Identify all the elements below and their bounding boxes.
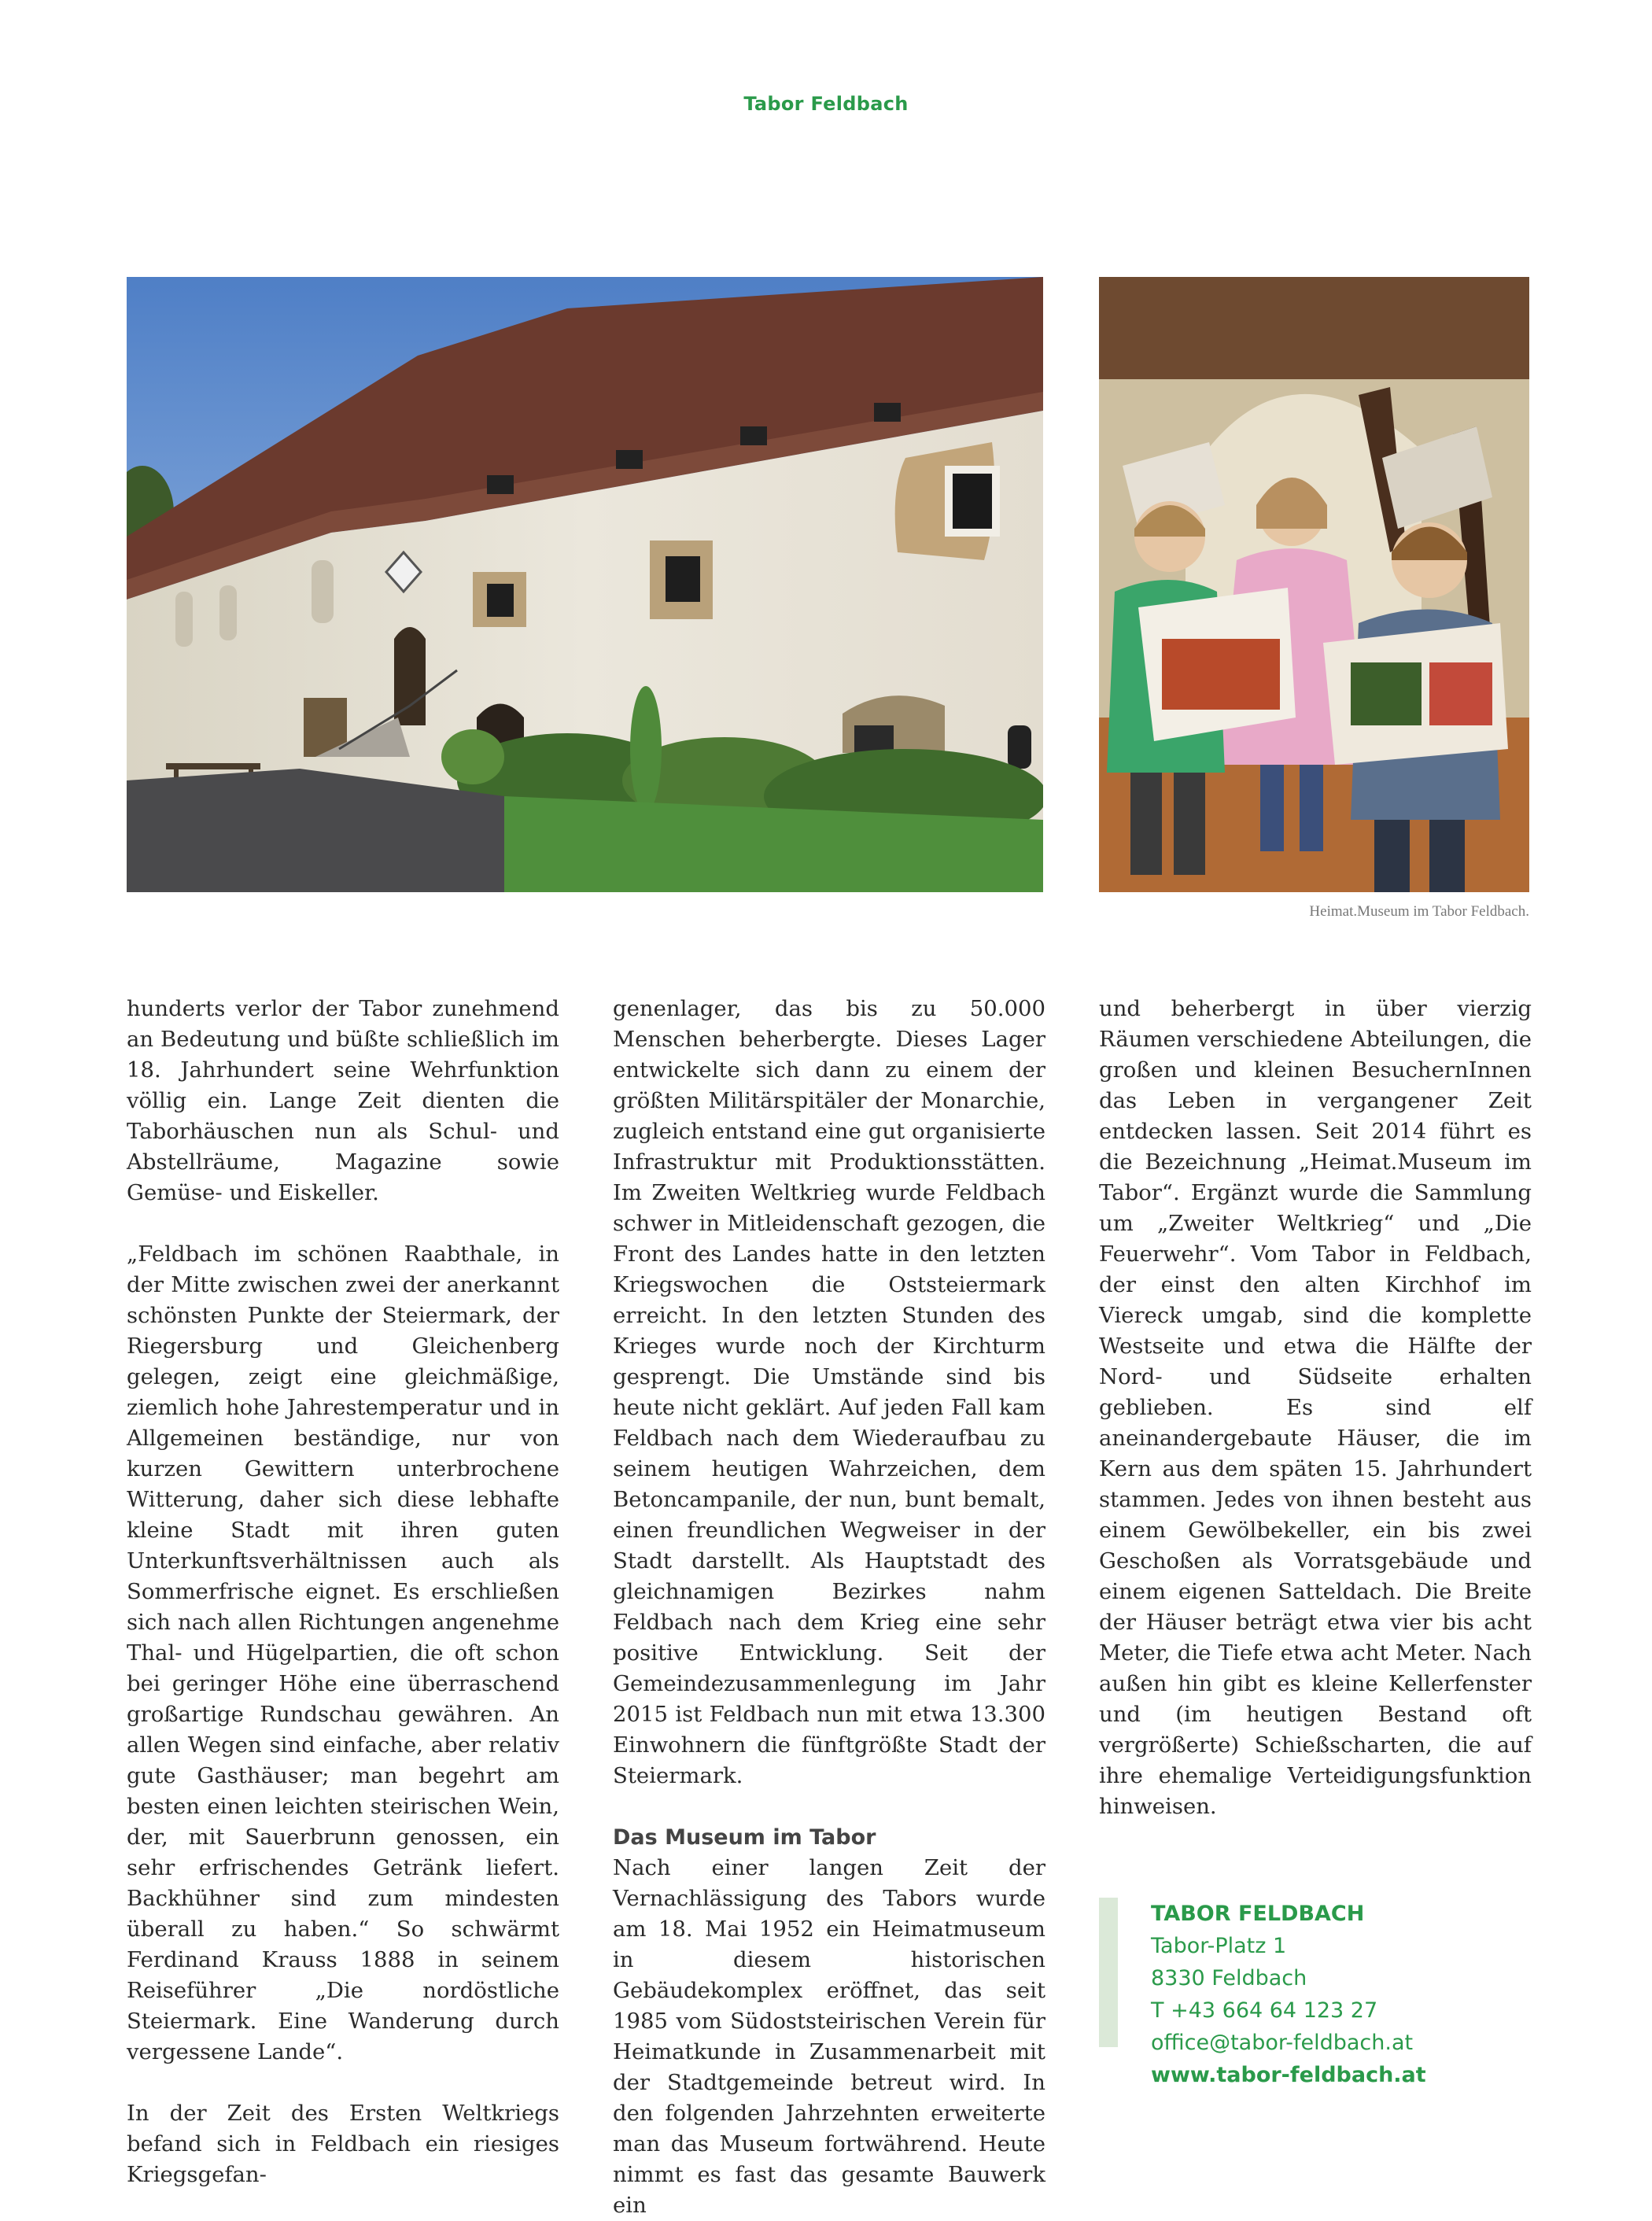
- museum-children-photo-icon: [1099, 277, 1529, 892]
- section-heading: Das Museum im Tabor: [613, 1825, 876, 1850]
- contact-website-link[interactable]: www.tabor-feldbach.at: [1151, 2063, 1426, 2087]
- contact-name: TABOR FELDBACH: [1151, 1902, 1365, 1926]
- contact-city: 8330 Feldbach: [1151, 1966, 1307, 1990]
- contact-street: Tabor-Platz 1: [1151, 1934, 1287, 1958]
- paragraph: genenlager, das bis zu 50.000 Menschen beherbergte. Dieses Lager entwickelte sich dann zu einem der größten Militärspitäler der Monarchie, zugleich entstand eine gut organisierte Infrastruktur mit Produktionsstätten. Im Zweiten Weltkrieg wurde Feldbach schwer in Mitleidenschaft gezogen, die Front des Landes hatte in den letzten Kriegswochen die Oststeiermark erreicht. In den letzten Stunden des Krieges wurde noch der Kirchturm gesprengt. Die Umstände sind bis heute nicht geklärt. Auf jeden Fall kam Feldbach nach dem Wiederaufbau zu seinem heutigen Wahrzeichen, dem Betoncampanile, der nun, bunt bemalt, einen freundlichen Wegweiser in der Stadt darstellt. Als Hauptstadt des gleichnamigen Bezirkes nahm Feldbach nach dem Krieg eine sehr positive Entwicklung. Seit der Gemeindezusammenlegung im Jahr 2015 ist Feldbach nun mit etwa 13.300 Einwohnern die fünftgrößte Stadt der Steiermark.: [613, 996, 1045, 1788]
- photo-caption: Heimat.Museum im Tabor Feldbach.: [1309, 903, 1529, 920]
- museum-children-photo: [1099, 277, 1529, 892]
- text-column-3: [1099, 994, 1532, 1822]
- contact-phone[interactable]: T +43 664 64 123 27: [1151, 1998, 1378, 2023]
- running-head: Tabor Feldbach: [743, 93, 909, 115]
- paragraph: In der Zeit des Ersten Weltkriegs befand sich in Feldbach ein riesiges Kriegsgefan-: [127, 2101, 559, 2187]
- paragraph: hunderts verlor der Tabor zunehmend an Bedeutung und büßte schließlich im 18. Jahrhundert seine Wehrfunktion völlig ein. Lange Zeit dienten die Taborhäuschen nun als Schul- und Abstellräume, Magazine sowie Gemüse- und Eiskeller.: [127, 996, 559, 1205]
- paragraph: „Feldbach im schönen Raabthale, in der Mitte zwischen zwei der anerkannt schönsten Punkte der Steiermark, der Riegersburg und Gleichenberg gelegen, zeigt eine gleichmäßige, ziemlich hohe Jahrestemperatur und in Allgemeinen beständige, nur von kurzen Gewittern unterbrochene Witterung, daher sich diese lebhafte kleine Stadt mit ihren guten Unterkunftsverhältnissen auch als Sommerfrische eignet. Es erschließen sich nach allen Richtungen angenehme Thal- und Hügelpartien, die oft schon bei geringer Höhe eine überraschend großartige Rundschau gewähren. An allen Wegen sind einfache, aber relativ gute Gasthäuser; man begehrt am besten einen leichten steirischen Wein, der, mit Sauerbrunn genossen, ein sehr erfrischendes Getränk liefert. Backhühner sind zum mindesten überall zu haben.“ So schwärmt Ferdinand Krauss 1888 in seinem Reiseführer „Die nordöstliche Steiermark. Eine Wanderung durch vergessene Lande“.: [127, 1241, 559, 2064]
- paragraph: und beherbergt in über vierzig Räumen verschiedene Abteilungen, die großen und kleinen BesuchernInnen das Leben in vergangener Zeit entdecken lassen. Seit 2014 führt es die Bezeichnung „Heimat.Museum im Tabor“. Ergänzt wurde die Sammlung um „Zweiter Weltkrieg“ und „Die Feuerwehr“. Vom Tabor in Feldbach, der einst den alten Kirchhof im Viereck umgab, sind die komplette Westseite und etwa die Hälfte der Nord- und Südseite erhalten geblieben. Es sind elf aneinandergebaute Häuser, die im Kern aus dem späten 15. Jahrhundert stammen. Jedes von ihnen besteht aus einem Gewölbekeller, ein bis zwei Geschoßen als Vorratsgebäude und einem eigenen Satteldach. Die Breite der Häuser beträgt etwa vier bis acht Meter, die Tiefe etwa acht Meter. Nach außen hin gibt es kleine Kellerfenster und (im heutigen Bestand oft vergrößerte) Schießscharten, die auf ihre ehemalige Verteidigungsfunktion hinweisen.: [1099, 996, 1532, 1819]
- text-column-2: [613, 994, 1045, 2221]
- contact-box: [1099, 1898, 1591, 2087]
- paragraph: Nach einer langen Zeit der Vernachlässigung des Tabors wurde am 18. Mai 1952 ein Heimatmuseum in diesem historischen Gebäudekomplex eröffnet, das seit 1985 vom Südoststeirischen Verein für Heimatkunde in Zusammenarbeit mit der Stadtgemeinde betreut wird. In den folgenden Jahrzehnten erweiterte man das Museum fortwährend. Heute nimmt es fast das gesamte Bauwerk ein: [613, 1855, 1045, 2218]
- text-column-1: [127, 994, 559, 2190]
- contact-email-link[interactable]: office@tabor-feldbach.at: [1151, 2031, 1414, 2055]
- building-photo-icon: [127, 277, 1043, 892]
- tabor-building-photo: [127, 277, 1043, 892]
